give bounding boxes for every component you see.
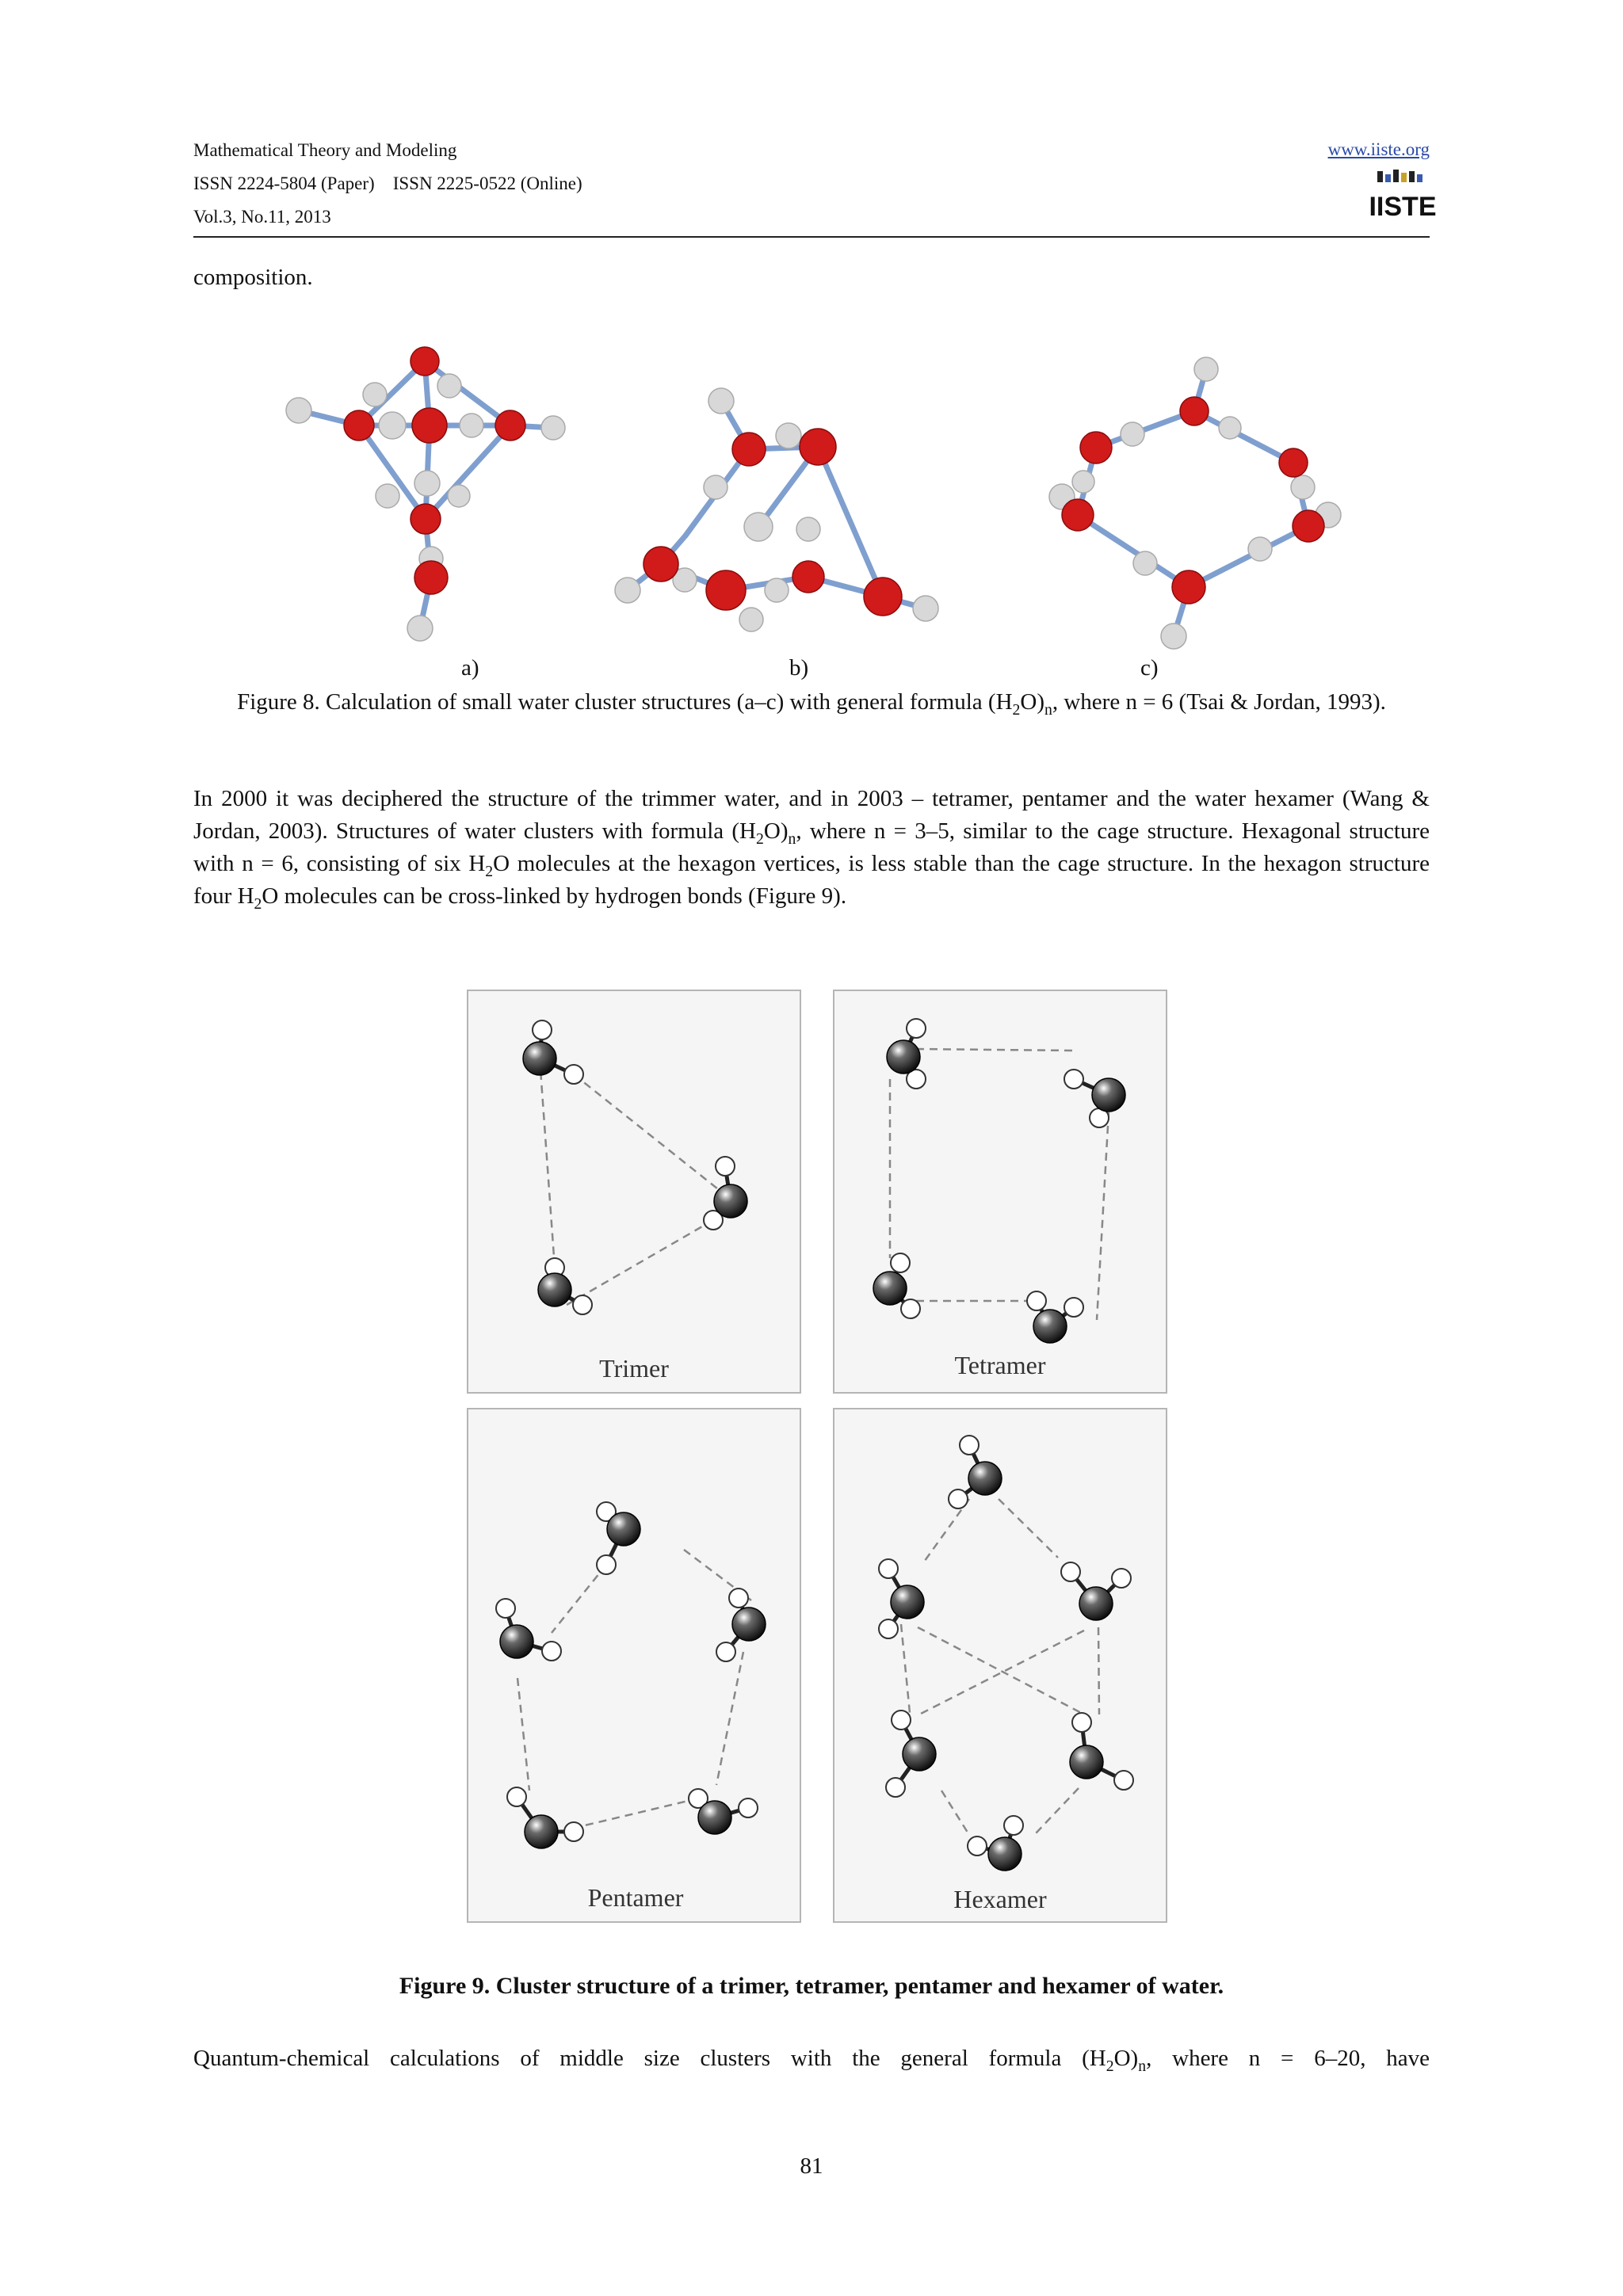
- figure-9-caption: Figure 9. Cluster structure of a trimer, tetramer, pentamer and hexamer of water.: [399, 1973, 1224, 1999]
- panel-label-trimer: Trimer: [599, 1354, 669, 1383]
- figure-9-image: [460, 986, 1173, 1928]
- iiste-logo: [1369, 168, 1437, 225]
- figure-8-caption: Figure 8. Calculation of small water cluster structures (a–c) with general formula $(H_2O)_n$, where n = 6 (Tsai & Jordan, 1993).: [237, 689, 1386, 719]
- figure-8-label-b: b): [789, 655, 809, 681]
- figure-8-label-c: c): [1140, 655, 1159, 681]
- panel-label-pentamer: Pentamer: [587, 1883, 684, 1912]
- journal-url-link[interactable]: www.iiste.org: [1327, 139, 1430, 159]
- svg-text:IISTE: IISTE: [1369, 192, 1437, 222]
- panel-label-hexamer: Hexamer: [953, 1885, 1047, 1913]
- body-paragraph-2: Quantum-chemical calculations of middle size clusters with the general formula $(H_2O)_n$, where n = 6–20, have: [193, 2046, 1430, 2075]
- intro-fragment: composition.: [193, 265, 313, 290]
- panel-label-tetramer: Tetramer: [954, 1351, 1046, 1379]
- journal-name: Mathematical Theory and Modeling: [193, 140, 457, 160]
- figure-8-label-a: a): [461, 655, 479, 681]
- body-paragraph-1: In 2000 it was deciphered the structure of the trimmer water, and in 2003 – tetramer, pentamer and the water hexamer (Wang & Jordan, 2003). Structures of water clusters with formula $(H_2O)_n$, where n = 3–5, similar to the cage structure. Hexagonal structure with n = 6, consisting of six $H_2O$ molecules at the hexagon vertices, is less stable than the cage structure. In the hexagon structure four $H_2O$ molecules can be cross-linked by hydrogen bonds (Figure 9).: [193, 786, 1430, 913]
- volume-line: Vol.3, No.11, 2013: [193, 207, 331, 227]
- figure-9-panels: [468, 990, 1167, 1922]
- issn-line: ISSN 2224-5804 (Paper) ISSN 2225-0522 (Online): [193, 174, 582, 193]
- header-rule: [193, 236, 1430, 238]
- page-number: 81: [800, 2153, 823, 2179]
- figure-8-image: [269, 333, 1379, 666]
